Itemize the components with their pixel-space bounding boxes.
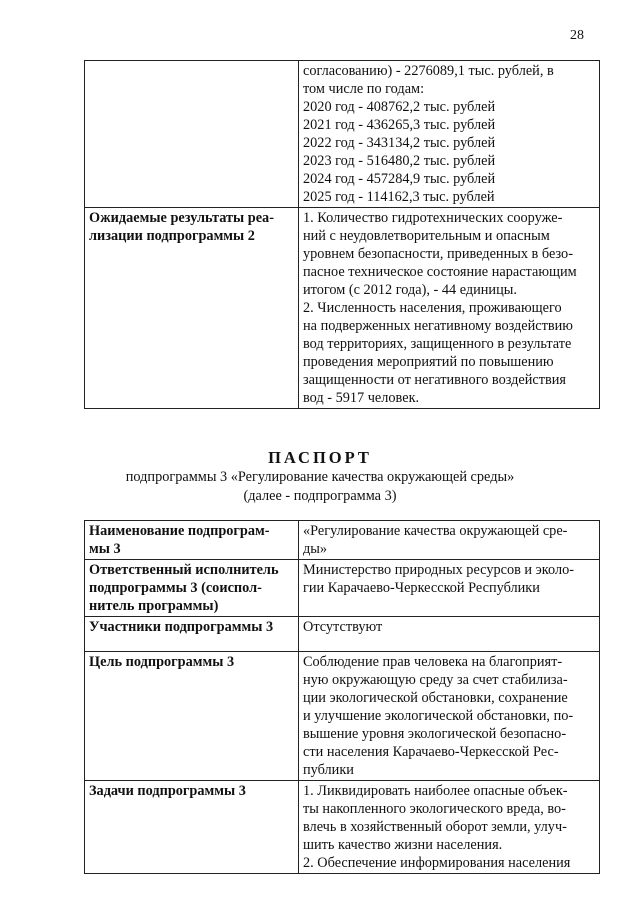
row-value (299, 652, 600, 781)
text-line: на подверженных негативному воздействию (303, 318, 573, 334)
page-number: 28 (570, 28, 584, 43)
text-line: 2023 год - 516480,2 тыс. рублей (303, 153, 496, 169)
text-line: Цель подпрограммы 3 (89, 654, 235, 670)
text-line: ции экологической обстановки, сохранение (303, 690, 568, 706)
text-line: сти населения Карачаево-Черкесской Рес- (303, 744, 559, 760)
text-line: 1. Количество гидротехнических сооруже- (303, 210, 563, 226)
row-label (85, 521, 299, 560)
expected-results-label (85, 208, 299, 409)
passport-subtitle-note: (далее - подпрограмма 3) (243, 488, 397, 504)
text-line: Участники подпрограммы 3 (89, 619, 274, 635)
text-line: шить качество жизни населения. (303, 837, 503, 853)
text-line: ний с неудовлетворительным и опасным (303, 228, 550, 244)
text-line: Соблюдение прав человека на благоприят- (303, 654, 563, 670)
text-line: вышение уровня экологической безопасно- (303, 726, 567, 742)
text-line: вод - 5917 человек. (303, 390, 420, 406)
text-line: том числе по годам: (303, 81, 425, 97)
text-line: Ожидаемые результаты реа- (89, 210, 274, 226)
text-line: 2025 год - 114162,3 тыс. рублей (303, 189, 495, 205)
text-line: защищенности от негативного воздействия (303, 372, 566, 388)
row-label (85, 652, 299, 781)
text-line: подпрограммы 3 (соиспол- (89, 580, 262, 596)
text-line: проведения мероприятий по повышению (303, 354, 554, 370)
text-line: гии Карачаево-Черкесской Республики (303, 580, 540, 596)
text-line: уровнем безопасности, приведенных в безо- (303, 246, 573, 262)
text-line: Отсутствуют (303, 619, 383, 635)
subprogram2-passport-table-continuation (84, 60, 600, 409)
table-row (85, 521, 600, 560)
financing-label-cell (85, 61, 299, 208)
text-line: ную окружающую среду за счет стабилиза- (303, 672, 568, 688)
text-line: 2021 год - 436265,3 тыс. рублей (303, 117, 496, 133)
text-line: итогом (с 2012 года), - 44 единицы. (303, 282, 517, 298)
text-line: мы 3 (89, 541, 121, 557)
text-line: 2022 год - 343134,2 тыс. рублей (303, 135, 496, 151)
row-value (299, 521, 600, 560)
expected-results-row (85, 208, 600, 409)
text-line: и улучшение экологической обстановки, по- (303, 708, 574, 724)
table-row (85, 617, 600, 652)
financing-row (85, 61, 600, 208)
text-line: лизации подпрограммы 2 (89, 228, 255, 244)
text-line: 2. Численность населения, проживающего (303, 300, 562, 316)
row-value (299, 781, 600, 874)
row-label (85, 781, 299, 874)
passport-title: ПАСПОРТ (268, 448, 372, 467)
row-value (299, 560, 600, 617)
text-line: согласованию) - 2276089,1 тыс. рублей, в (303, 63, 554, 79)
expected-results-value (299, 208, 600, 409)
text-line: Министерство природных ресурсов и эколо- (303, 562, 575, 578)
text-line: 2. Обеспечение информирования населения (303, 855, 571, 871)
passport-subtitle: подпрограммы 3 «Регулирование качества окружающей среды» (125, 469, 515, 485)
table-row (85, 781, 600, 874)
table-row (85, 560, 600, 617)
row-label (85, 617, 299, 652)
text-line: 2020 год - 408762,2 тыс. рублей (303, 99, 496, 115)
text-line: Задачи подпрограммы 3 (89, 783, 246, 799)
text-line: пасное техническое состояние нарастающим (303, 264, 577, 280)
text-line: нитель программы) (89, 598, 219, 614)
text-line: «Регулирование качества окружающей сре- (303, 523, 568, 539)
row-label (85, 560, 299, 617)
text-line: ды» (303, 541, 328, 557)
text-line: Наименование подпрограм- (89, 523, 270, 539)
text-line: 2024 год - 457284,9 тыс. рублей (303, 171, 496, 187)
subprogram3-passport-table (84, 520, 600, 874)
text-line: вод территориях, защищенного в результате (303, 336, 572, 352)
text-line: Ответственный исполнитель (89, 562, 279, 578)
text-line: влечь в хозяйственный оборот земли, улуч- (303, 819, 567, 835)
table-row (85, 652, 600, 781)
text-line: публики (303, 762, 354, 778)
financing-value-cell (299, 61, 600, 208)
text-line: 1. Ликвидировать наиболее опасные объек- (303, 783, 568, 799)
text-line: ты накопленного экологического вреда, во- (303, 801, 566, 817)
row-value (299, 617, 600, 652)
